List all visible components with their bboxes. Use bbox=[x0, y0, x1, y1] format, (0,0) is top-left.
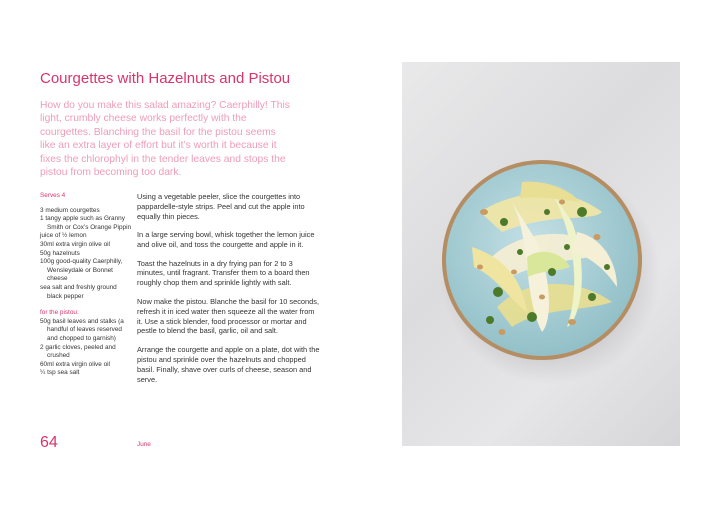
ingredient-item: juice of ½ lemon bbox=[40, 232, 87, 240]
salad-photo bbox=[402, 62, 680, 446]
pistou-ingredient-item: 50g basil leaves and stalks (a handful of leaves reserved and chopped to garnish) bbox=[40, 317, 124, 342]
recipe-intro: How do you make this salad amazing? Caerphilly! This light, crumbly cheese works perfectly with the courgettes. Blanching the basil for the pistou seems like an extra layer of effort but it’s worth it because it fixes the chlorophyl in the tender leaves and stops the pistou from becoming too dark. bbox=[40, 100, 290, 179]
pistou-ingredient-item: ¼ tsp sea salt bbox=[40, 369, 80, 377]
ingredient-item: 3 medium courgettes bbox=[40, 206, 100, 214]
method-step: Toast the hazelnuts in a dry frying pan for 2 to 3 minutes, until fragrant. Transfer them to a board then roughly chop them and sprinkle lightly with salt. bbox=[137, 258, 310, 288]
recipe-title: Courgettes with Hazelnuts and Pistou bbox=[40, 70, 291, 88]
ingredient-item: 1 tangy apple such as Granny Smith or Cox’s Orange Pippin bbox=[40, 215, 132, 231]
page-number: 64 bbox=[40, 434, 58, 451]
ingredient-item: 50g hazelnuts bbox=[40, 249, 80, 257]
pistou-heading: for the pistou: bbox=[40, 309, 79, 317]
ingredient-item: sea salt and freshly ground black pepper bbox=[40, 283, 117, 300]
pistou-ingredient-item: 60ml extra virgin olive oil bbox=[40, 360, 110, 368]
method-step: Now make the pistou. Blanche the basil for 10 seconds, refresh it in iced water then squeeze all the water from it. Use a stick blender, food processor or mortar and pestle to blend the basil, garlic, oil and salt. bbox=[137, 296, 319, 336]
method-step: Using a vegetable peeler, slice the courgettes into pappardelle-style strips. Peel and cut the apple into equally thin pieces. bbox=[137, 192, 305, 221]
ingredient-item: 30ml extra virgin olive oil bbox=[40, 240, 110, 248]
method-steps bbox=[137, 192, 322, 393]
ingredient-item: 100g good-quality Caerphilly, Wensleydale or Bonnet cheese bbox=[40, 258, 123, 283]
serves-label: Serves 4 bbox=[40, 192, 66, 199]
method-step: In a large serving bowl, whisk together the lemon juice and olive oil, and toss the courgette and apple in it. bbox=[137, 230, 315, 250]
pistou-ingredient-item: 2 garlic cloves, peeled and crushed bbox=[40, 343, 116, 360]
salad-plate-illustration bbox=[402, 62, 680, 446]
method-step: Arrange the courgette and apple on a plate, dot with the pistou and sprinkle over the hazelnuts and chopped basil. Finally, shave over curls of cheese, season and serve. bbox=[137, 344, 320, 384]
month-label: June bbox=[137, 441, 151, 448]
ingredients-list bbox=[40, 192, 132, 378]
